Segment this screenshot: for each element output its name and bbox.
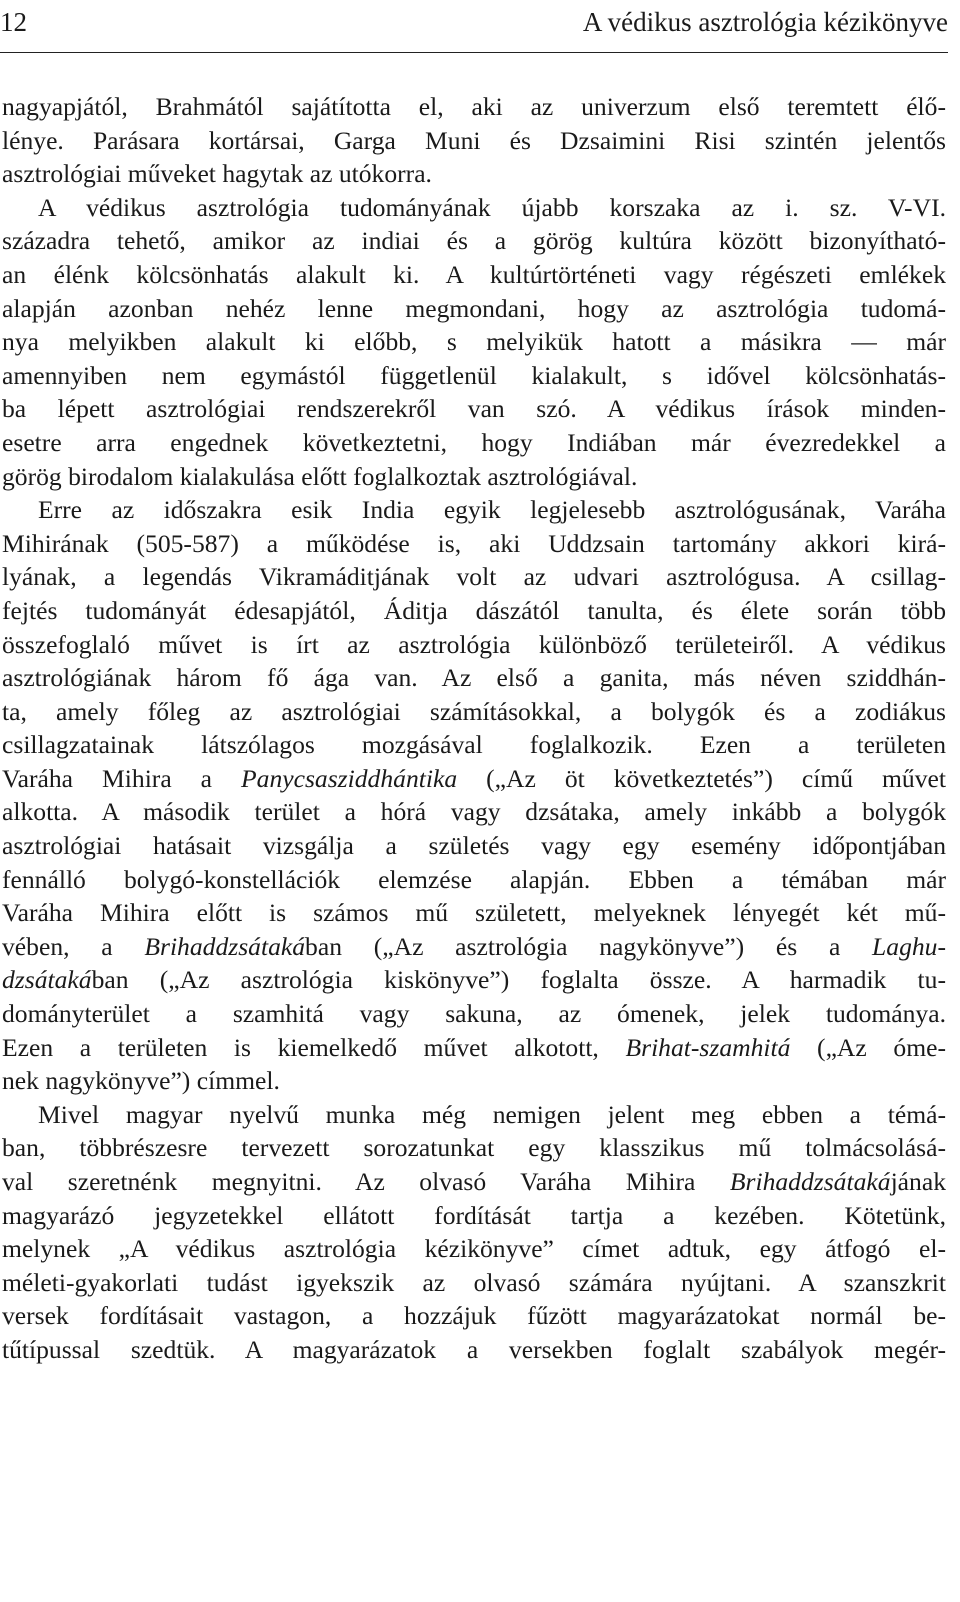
page-number: 12 xyxy=(0,7,27,37)
text-line: nagyapjától, Brahmától sajátította el, aki az univerzum első teremtett élő- xyxy=(2,92,946,121)
text-line: méleti-gyakorlati tudást igyekszik az olvasó számára nyújtani. A szanszkrit xyxy=(2,1267,946,1297)
text-line: vében, a Brihaddzsátakában („Az asztrológia nagykönyve”) és a Laghu- xyxy=(2,931,946,961)
text-line: lyának, a legendás Vikramáditjának volt az udvari asztrológusa. A csillag- xyxy=(2,562,946,592)
text-line: nya melyikben alakult ki előbb, s melyikük hatott a másikra — már xyxy=(2,327,946,357)
work-title: Panycsasziddhántika xyxy=(241,763,458,793)
text-line: asztrológiai hatásait vizsgálja a születés vagy egy esemény időpontjában xyxy=(2,831,946,861)
work-title: Brihat-szamhitá xyxy=(625,1032,791,1062)
text-line: századra tehető, amikor az indiai és a görög kultúra között bizonyítható- xyxy=(2,226,946,256)
text-line: fennálló bolygó-konstellációk elemzése alapján. Ebben a témában már xyxy=(2,864,946,894)
text-line: versek fordításait vastagon, a hozzájuk fűzött magyarázatokat normál be- xyxy=(2,1301,946,1331)
text-line: Varáha Mihira a Panycsasziddhántika („Az öt következtetés”) című művet xyxy=(2,763,946,793)
text-line: nek nagykönyve”) címmel. xyxy=(2,1066,280,1096)
text-line: ban, többrészesre tervezett sorozatunkat egy klasszikus mű tolmácsolásá- xyxy=(2,1133,946,1163)
body-text xyxy=(2,90,946,1367)
text-line: dományterület a szamhitá vagy sakuna, az ómenek, jelek tudománya. xyxy=(2,999,946,1029)
text-line: Erre az időszakra esik India egyik legjelesebb asztrológusának, Varáha xyxy=(38,495,946,525)
text-line: Ezen a területen is kiemelkedő művet alkotott, Brihat-szamhitá („Az óme- xyxy=(2,1032,946,1062)
text-line: lénye. Parásara kortársai, Garga Muni és Dzsaimini Risi szintén jelentős xyxy=(2,125,946,155)
text-line: amennyiben nem egymástól függetlenül kialakult, s idővel kölcsönhatás- xyxy=(2,360,946,390)
text-line: asztrológiának három fő ága van. Az első a ganita, más néven sziddhán- xyxy=(2,663,946,693)
text-line: alkotta. A második terület a hórá vagy dzsátaka, amely inkább a bolygók xyxy=(2,797,946,827)
text-line: esetre arra engednek következtetni, hogy Indiában már évezredekkel a xyxy=(2,427,946,457)
text-line: tűtípussal szedtük. A magyarázatok a versekben foglalt szabályok megér- xyxy=(2,1334,946,1364)
text-line: magyarázó jegyzetekkel ellátott fordítását tartja a kezében. Kötetünk, xyxy=(2,1200,946,1230)
text-line: ta, amely főleg az asztrológiai számításokkal, a bolygók és a zodiákus xyxy=(2,696,946,726)
text-line: alapján azonban nehéz lenne megmondani, hogy az asztrológia tudomá- xyxy=(2,293,946,323)
text-line: an élénk kölcsönhatás alakult ki. A kultúrtörténeti vagy régészeti emlékek xyxy=(2,259,946,289)
text-line: összefoglaló művet is írt az asztrológia különböző területeiről. A védikus xyxy=(2,629,946,659)
text-line: Varáha Mihira előtt is számos mű született, melyeknek lényegét két mű- xyxy=(2,898,946,928)
work-title: dzsátaká xyxy=(2,965,92,995)
text-line: ba lépett asztrológiai rendszerekről van szó. A védikus írások minden- xyxy=(2,394,946,424)
running-header xyxy=(0,4,948,44)
work-title: Brihaddzsátaká xyxy=(144,931,306,961)
text-line: A védikus asztrológia tudományának újabb korszaka az i. sz. V-VI. xyxy=(38,192,946,222)
text-line: görög birodalom kialakulása előtt foglalkoztak asztrológiával. xyxy=(2,461,638,491)
text-line: fejtés tudományát édesapjától, Áditja dászától tanulta, és élete során több xyxy=(2,595,946,625)
work-title: Brihaddzsátaká xyxy=(729,1167,891,1196)
text-line: Mivel magyar nyelvű munka még nemigen jelent meg ebben a témá- xyxy=(38,1099,946,1129)
text-line: csillagzatainak látszólagos mozgásával foglalkozik. Ezen a területen xyxy=(2,730,946,760)
text-line: Mihirának (505-587) a működése is, aki Uddzsain tartomány akkori kirá- xyxy=(2,528,946,558)
text-line: val szeretnénk megnyitni. Az olvasó Varáha Mihira Brihaddzsátakájának xyxy=(2,1167,946,1196)
header-rule xyxy=(0,52,948,53)
text-line: dzsátakában („Az asztrológia kiskönyve”) foglalta össze. A harmadik tu- xyxy=(2,965,946,995)
running-title: A védikus asztrológia kézikönyve xyxy=(582,7,948,37)
text-line: asztrológiai műveket hagytak az utókorra. xyxy=(2,159,432,189)
text-line: melynek „A védikus asztrológia kézikönyve” címet adtuk, egy átfogó el- xyxy=(2,1234,946,1264)
work-title: Laghu- xyxy=(872,931,946,961)
